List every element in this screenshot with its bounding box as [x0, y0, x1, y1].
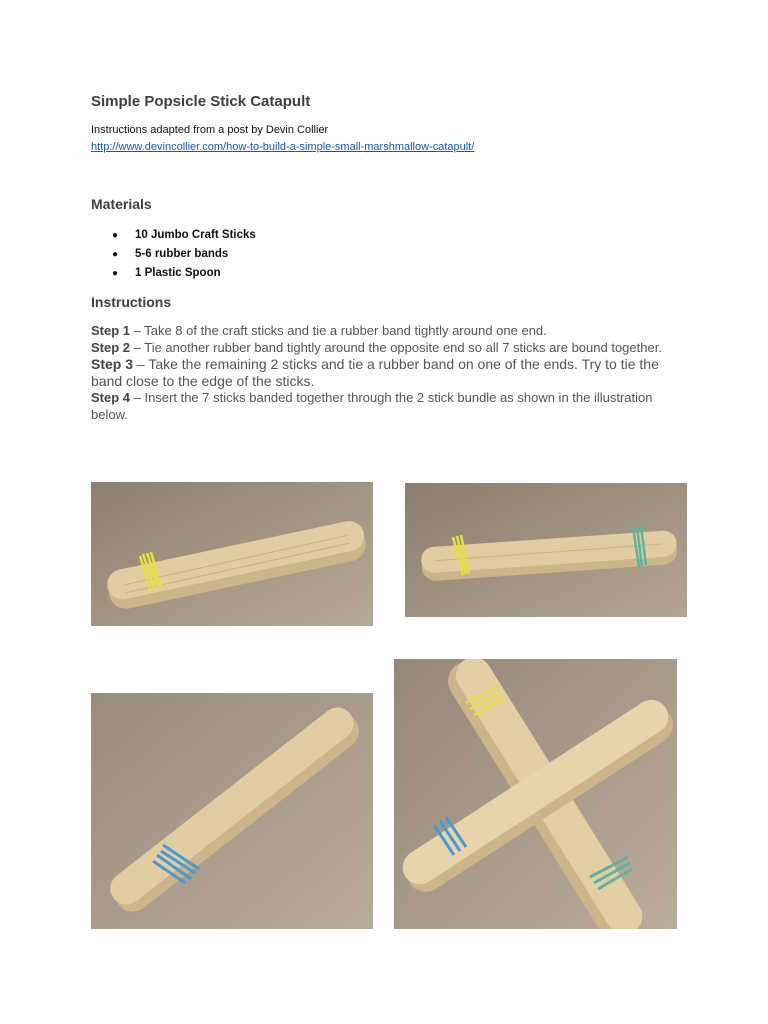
- bundle-one-band-illustration: [91, 482, 373, 626]
- step-paragraph: [91, 340, 671, 357]
- instructions-heading: Instructions: [91, 294, 172, 310]
- step-label: Step 2: [91, 339, 131, 355]
- document-title: Simple Popsicle Stick Catapult: [91, 93, 311, 110]
- step-text: – Insert the 7 sticks banded together through the 2 stick bundle as shown in the illustration below.: [91, 390, 653, 422]
- two-stick-bundle-illustration: [91, 693, 373, 929]
- bullet-icon: ●: [112, 249, 119, 260]
- step-label: Step 4: [91, 390, 131, 405]
- list-item: [112, 226, 256, 245]
- photo-crossed-bundles: [394, 659, 677, 929]
- photo-two-stick-bundle: [91, 693, 373, 929]
- steps-block: [91, 323, 671, 423]
- step-paragraph: [91, 323, 671, 340]
- source-link[interactable]: http://www.devincollier.com/how-to-build-a-simple-small-marshmallow-catapult/: [91, 141, 475, 153]
- bullet-icon: ●: [112, 230, 119, 241]
- list-item: [112, 264, 256, 283]
- materials-heading: Materials: [91, 196, 152, 212]
- photo-bundle-two-bands: [405, 483, 687, 617]
- materials-list: [112, 226, 256, 283]
- bullet-icon: ●: [112, 268, 119, 279]
- step-label: Step 3: [91, 356, 134, 372]
- step-text: – Take 8 of the craft sticks and tie a rubber band tightly around one end.: [130, 323, 547, 338]
- credit-line: Instructions adapted from a post by Devin Collier: [91, 124, 329, 136]
- crossed-bundles-illustration: [394, 659, 677, 929]
- material-label: 1 Plastic Spoon: [135, 267, 221, 279]
- step-text: – Take the remaining 2 sticks and tie a rubber band on one of the ends. Try to tie the band close to the edge of the sticks.: [91, 356, 659, 389]
- step-paragraph: [91, 390, 671, 423]
- bundle-two-bands-illustration: [405, 483, 687, 617]
- step-paragraph: [91, 356, 671, 390]
- step-text: – Tie another rubber band tightly around the opposite end so all 7 sticks are bound together.: [130, 339, 662, 355]
- step-label: Step 1: [91, 323, 131, 338]
- photo-bundle-one-band: [91, 482, 373, 626]
- material-label: 5-6 rubber bands: [135, 248, 229, 260]
- material-label: 10 Jumbo Craft Sticks: [135, 229, 256, 241]
- list-item: [112, 245, 256, 264]
